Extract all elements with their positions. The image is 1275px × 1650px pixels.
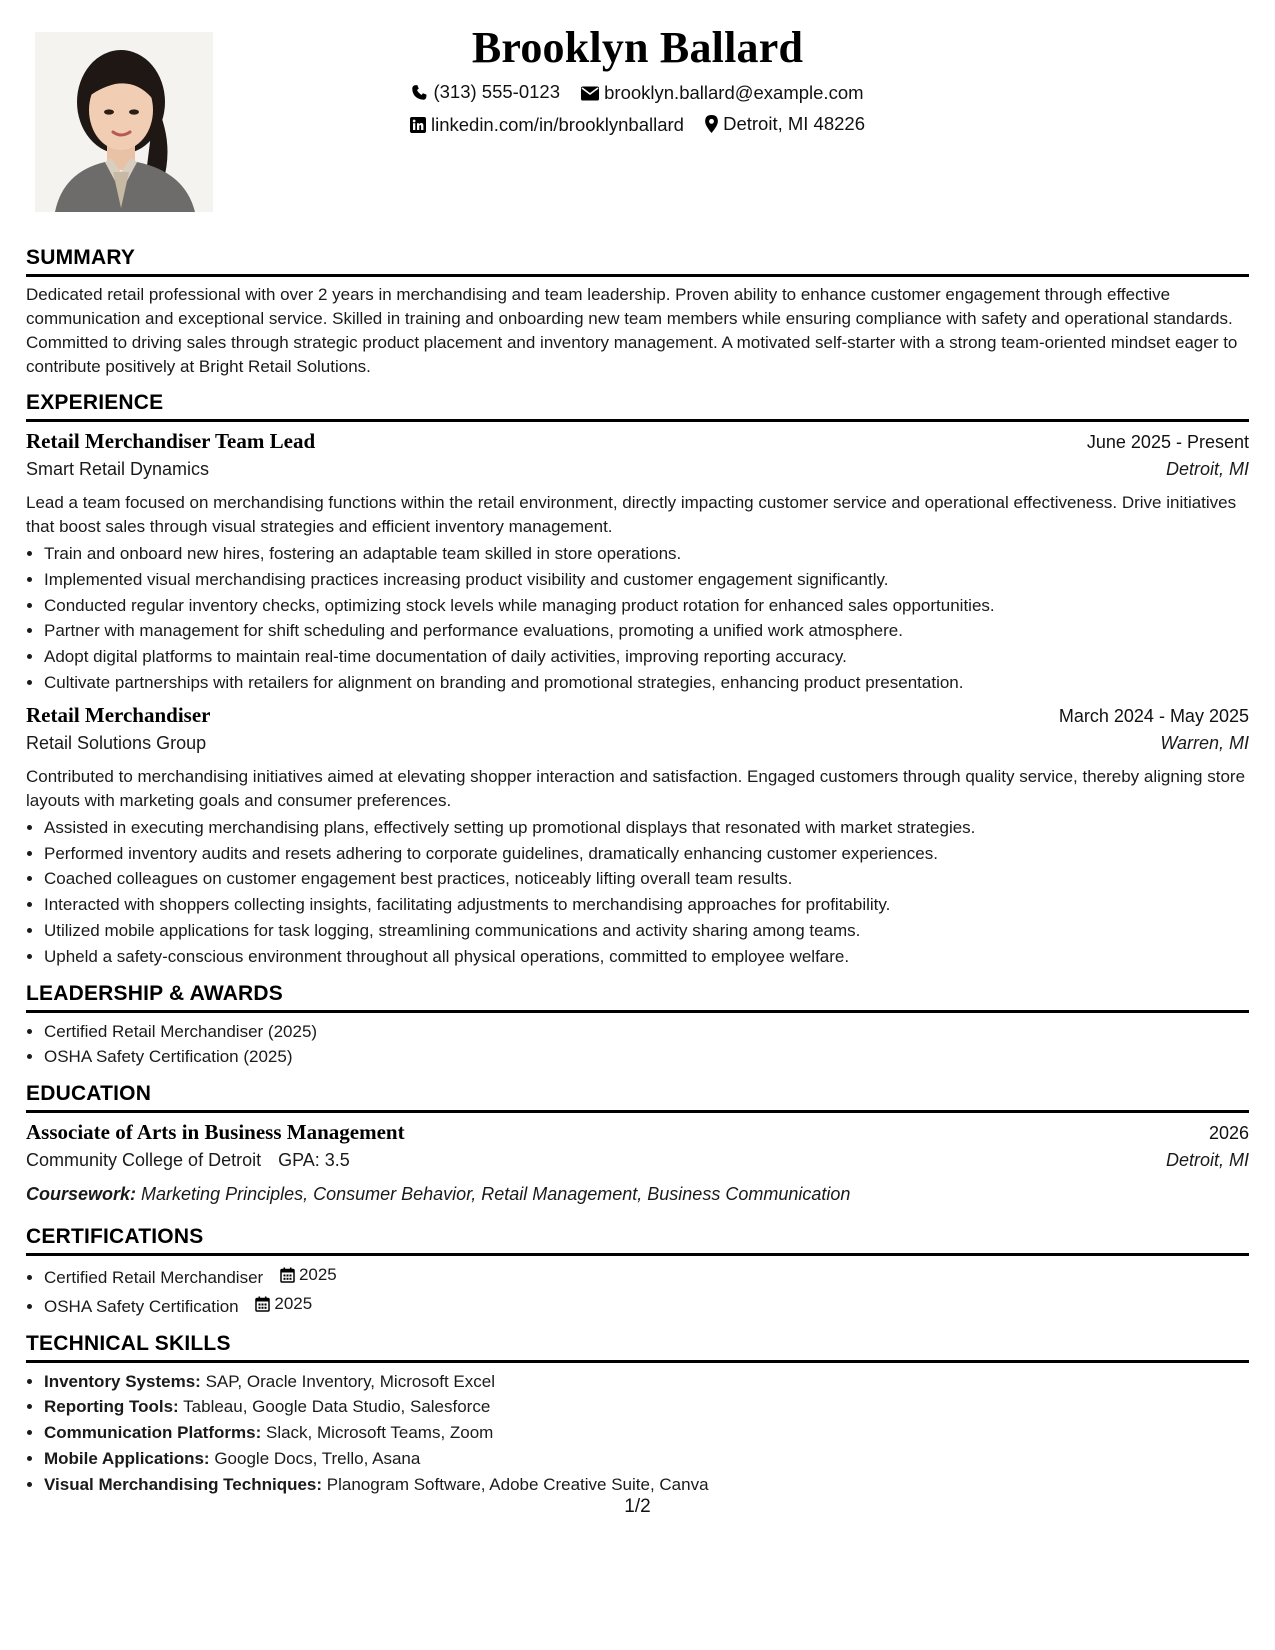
job-bullet: • Performed inventory audits and resets adhering to corporate guidelines, dramatically enhancing customer experiences. bbox=[44, 841, 1249, 867]
skills-section bbox=[26, 1332, 1249, 1498]
location-contact bbox=[705, 113, 865, 135]
skill-label: Visual Merchandising Techniques: bbox=[44, 1474, 323, 1494]
linkedin-text: linkedin.com/in/brooklynballard bbox=[430, 114, 684, 135]
certifications-section bbox=[26, 1225, 1249, 1319]
education-subheader bbox=[26, 1150, 1249, 1180]
section-title-certifications: CERTIFICATIONS bbox=[26, 1225, 1249, 1256]
section-title-summary: SUMMARY bbox=[26, 246, 1249, 277]
section-title-leadership: LEADERSHIP & AWARDS bbox=[26, 982, 1249, 1013]
contact-line-2 bbox=[0, 113, 1275, 138]
job-subheader bbox=[26, 459, 1249, 489]
job-bullet: • Cultivate partnerships with retailers for alignment on branding and promotional strategies, enhancing product presentation. bbox=[44, 670, 1249, 696]
page-number: 1/2 bbox=[624, 1496, 651, 1517]
section-title-experience: EXPERIENCE bbox=[26, 391, 1249, 422]
job-bullet: • Upheld a safety-conscious environment throughout all physical operations, committed to employee welfare. bbox=[44, 944, 1249, 970]
job-bullets bbox=[26, 541, 1249, 696]
job-bullet: • Adopt digital platforms to maintain real-time documentation of daily activities, improving reporting accuracy. bbox=[44, 644, 1249, 670]
candidate-name: Brooklyn Ballard bbox=[471, 23, 804, 72]
education-location: Detroit, MI bbox=[1165, 1150, 1249, 1171]
calendar-icon bbox=[280, 1267, 295, 1283]
job-bullet: • Assisted in executing merchandising plans, effectively setting up promotional displays that resonated with market strategies. bbox=[44, 815, 1249, 841]
section-title-education: EDUCATION bbox=[26, 1082, 1249, 1113]
education-header bbox=[26, 1120, 1249, 1150]
linkedin-icon bbox=[410, 117, 426, 133]
skill-value: SAP, Oracle Inventory, Microsoft Excel bbox=[205, 1371, 496, 1391]
skill-label: Communication Platforms: bbox=[44, 1423, 262, 1443]
job-bullet: • Interacted with shoppers collecting insights, facilitating adjustments to merchandising approaches for profitability. bbox=[44, 892, 1249, 918]
job-dates: March 2024 - May 2025 bbox=[1058, 705, 1249, 726]
phone-contact[interactable] bbox=[411, 81, 560, 103]
certification-item bbox=[44, 1291, 1249, 1320]
map-pin-icon bbox=[705, 115, 718, 133]
leadership-item: • OSHA Safety Certification (2025) bbox=[44, 1044, 1249, 1070]
linkedin-contact[interactable] bbox=[410, 114, 684, 136]
job-subheader bbox=[26, 733, 1249, 763]
skill-value: Planogram Software, Adobe Creative Suite, Canva bbox=[326, 1474, 709, 1494]
job-location: Warren, MI bbox=[1160, 732, 1249, 753]
section-title-skills: TECHNICAL SKILLS bbox=[26, 1332, 1249, 1363]
certification-date bbox=[280, 1262, 337, 1288]
skill-item bbox=[44, 1446, 1249, 1472]
certification-name: OSHA Safety Certification bbox=[44, 1296, 239, 1316]
leadership-section bbox=[26, 982, 1249, 1071]
graduation-year: 2026 bbox=[1208, 1123, 1249, 1144]
job-company: Retail Solutions Group bbox=[26, 732, 207, 753]
skills-list bbox=[26, 1369, 1249, 1498]
coursework bbox=[26, 1184, 1249, 1205]
leadership-list bbox=[26, 1019, 1249, 1071]
coursework-list: Marketing Principles, Consumer Behavior, Retail Management, Business Communication bbox=[141, 1184, 851, 1205]
job-bullet: • Utilized mobile applications for task logging, streamlining communications and activity sharing among teams. bbox=[44, 918, 1249, 944]
skill-item bbox=[44, 1420, 1249, 1446]
skill-value: Slack, Microsoft Teams, Zoom bbox=[265, 1423, 494, 1443]
job-description: Lead a team focused on merchandising functions within the retail environment, directly impacting customer service and operational effectiveness. Drive initiatives that boost sales through visual strategies and efficient inventory management. bbox=[26, 493, 1237, 536]
job-title: Retail Merchandiser bbox=[26, 702, 211, 727]
skill-item bbox=[44, 1394, 1249, 1420]
job-entry bbox=[26, 429, 1249, 696]
contact-line-1 bbox=[0, 81, 1275, 106]
job-header bbox=[26, 429, 1249, 459]
envelope-icon bbox=[581, 86, 599, 101]
skill-label: Mobile Applications: bbox=[44, 1448, 210, 1468]
degree: Associate of Arts in Business Management bbox=[26, 1120, 405, 1145]
job-company: Smart Retail Dynamics bbox=[26, 459, 210, 479]
skill-item bbox=[44, 1369, 1249, 1395]
job-bullet: • Train and onboard new hires, fostering an adaptable team skilled in store operations. bbox=[44, 541, 1249, 567]
certification-date bbox=[255, 1291, 312, 1317]
leadership-item: • Certified Retail Merchandiser (2025) bbox=[44, 1019, 1249, 1045]
email-text: brooklyn.ballard@example.com bbox=[604, 82, 864, 103]
skill-value: Tableau, Google Data Studio, Salesforce bbox=[183, 1397, 491, 1417]
summary-text: Dedicated retail professional with over 2 years in merchandising and team leadership. Proven ability to enhance customer engagement through effective communication and exceptional service. Skilled in training and onboarding new team members while ensuring compliance with safety and operational standards. Committed to driving sales through strategic product placement and inventory management. A motivated self-starter with a strong team-oriented mindset eager to contribute positively at Bright Retail Solutions. bbox=[26, 285, 1238, 376]
school-line bbox=[26, 1150, 350, 1171]
summary-section bbox=[26, 246, 1249, 379]
job-description: Contributed to merchandising initiatives aimed at elevating shopper interaction and satisfaction. Engaged customers through quality service, thereby aligning store layouts with marketing goals and consumer preferences. bbox=[26, 766, 1246, 810]
education-section bbox=[26, 1082, 1249, 1205]
location-text: Detroit, MI 48226 bbox=[723, 113, 865, 134]
skill-value: Google Docs, Trello, Asana bbox=[214, 1448, 421, 1468]
phone-text: (313) 555-0123 bbox=[433, 81, 560, 102]
skill-item bbox=[44, 1472, 1249, 1498]
education-entry bbox=[26, 1120, 1249, 1205]
skill-label: Reporting Tools: bbox=[44, 1397, 179, 1417]
job-entry bbox=[26, 703, 1249, 970]
job-title: Retail Merchandiser Team Lead bbox=[26, 429, 316, 453]
coursework-label: Coursework: bbox=[26, 1184, 137, 1205]
certification-year: 2025 bbox=[298, 1265, 337, 1285]
school-name: Community College of Detroit bbox=[26, 1150, 262, 1171]
job-bullet: • Partner with management for shift scheduling and performance evaluations, promoting a unified work atmosphere. bbox=[44, 618, 1249, 644]
job-bullet: • Implemented visual merchandising practices increasing product visibility and customer engagement significantly. bbox=[44, 567, 1249, 593]
job-location: Detroit, MI bbox=[1165, 459, 1249, 479]
calendar-icon bbox=[255, 1296, 270, 1312]
email-contact[interactable] bbox=[581, 82, 863, 104]
certifications-list bbox=[26, 1262, 1249, 1319]
job-bullets bbox=[26, 815, 1249, 970]
gpa: GPA: 3.5 bbox=[278, 1150, 350, 1171]
experience-section bbox=[26, 391, 1249, 970]
resume-content bbox=[26, 246, 1249, 1510]
job-bullet: • Conducted regular inventory checks, optimizing stock levels while managing product rotation for enhanced sales opportunities. bbox=[44, 593, 1249, 619]
job-bullet: • Coached colleagues on customer engagement best practices, noticeably lifting overall team results. bbox=[44, 866, 1249, 892]
job-header bbox=[26, 703, 1249, 733]
skill-label: Inventory Systems: bbox=[44, 1371, 201, 1391]
certification-item bbox=[44, 1262, 1249, 1291]
job-dates: June 2025 - Present bbox=[1086, 432, 1249, 452]
certification-name: Certified Retail Merchandiser bbox=[44, 1268, 264, 1288]
certification-year: 2025 bbox=[274, 1293, 313, 1313]
phone-icon bbox=[411, 84, 428, 101]
